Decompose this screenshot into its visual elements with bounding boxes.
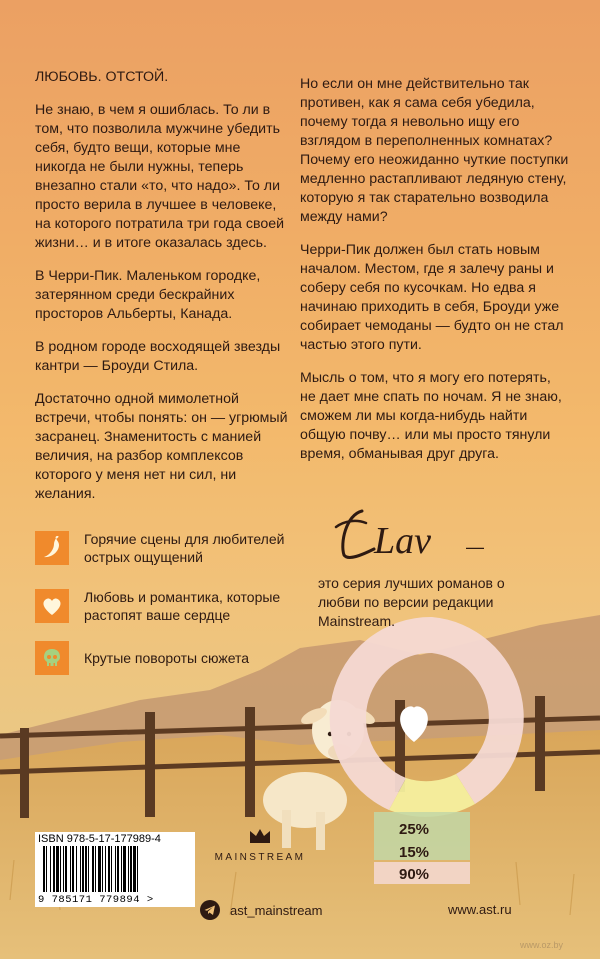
watermark: www.oz.by: [520, 940, 564, 950]
lav-dash: —: [466, 537, 484, 557]
barcode-bar: [137, 846, 138, 892]
barcode-bar: [88, 846, 89, 892]
social-link[interactable]: [200, 900, 322, 920]
barcode-bar: [60, 846, 61, 892]
feature-plot-twists: [35, 641, 334, 675]
crown-icon: [248, 827, 272, 845]
paragraph: Не знаю, в чем я ошиблась. То ли в том, что позволила мужчине убедить себя, будто вещи, которые мне никогда не были нужны, теперь внезапно стали «то, что надо». То ли просто верила в лучшее в человеке, на которого потратила три года своей жизни… и в итоге оказалась здесь.: [35, 102, 285, 251]
barcode-bar: [43, 846, 45, 892]
stat-green: 15%: [399, 844, 430, 861]
barcode-bar: [46, 846, 47, 892]
barcode-bar: [108, 846, 110, 892]
chili-pepper-icon: [35, 531, 69, 565]
description-right-column: [300, 75, 570, 478]
isbn-label: ISBN 978-5-17-177989-4: [38, 833, 161, 845]
skull-icon: [35, 641, 69, 675]
barcode-bar: [80, 846, 81, 892]
isbn-barcode: [35, 832, 195, 907]
series-description: это серия лучших романов о любви по версии редакции Mainstream.: [318, 575, 505, 629]
barcode-bar: [85, 846, 87, 892]
barcode-bar: [82, 846, 84, 892]
barcode-bar: [130, 846, 132, 892]
barcode-bar: [123, 846, 126, 892]
feature-label: Любовь и романтика, которые растопят ваше сердце: [84, 589, 281, 623]
barcode-bar: [63, 846, 64, 892]
paragraph: В родном городе восходящей звезды кантри — Броуди Стила.: [35, 339, 281, 374]
barcode-bar: [121, 846, 122, 892]
feature-label: Крутые повороты сюжета: [84, 650, 250, 666]
publisher-logo: [200, 827, 320, 863]
lav-logo-text: Lav: [374, 520, 431, 562]
barcode-bar: [92, 846, 94, 892]
stat-yellow: 25%: [399, 821, 430, 838]
paragraph: Мысль о том, что я могу его потерять, не дает мне спать по ночам. Я не знаю, сможем ли мы когда-нибудь найти общую почву… или мы просто тянули время, обманывая друг друга.: [300, 370, 562, 462]
headline: ЛЮБОВЬ. ОТСТОЙ.: [35, 69, 169, 85]
social-handle: ast_mainstream: [230, 902, 323, 918]
barcode-bar: [117, 846, 119, 892]
barcode-bar: [105, 846, 106, 892]
isbn-digits: 9 785171 779894 >: [38, 894, 154, 906]
barcode-bar: [70, 846, 71, 892]
barcode-graphic: [41, 846, 189, 892]
paragraph: Черри-Пик должен был стать новым началом. Местом, где я залечу раны и соберу себя по кусочкам. Но едва я начинаю приходить в себя, Броуди уже собирает чемоданы — будто он не стал частью этого пути.: [300, 242, 564, 353]
telegram-icon: [200, 900, 220, 920]
barcode-bar: [98, 846, 101, 892]
description-left-column: [35, 68, 290, 518]
publisher-website[interactable]: www.ast.ru: [448, 902, 512, 917]
barcode-bar: [115, 846, 116, 892]
paragraph: В Черри-Пик. Маленьком городке, затерянном среди бескрайних просторов Альберты, Канада.: [35, 268, 261, 322]
barcode-bar: [72, 846, 74, 892]
barcode-bar: [50, 846, 51, 892]
heart-icon: [35, 589, 69, 623]
barcode-bar: [133, 846, 136, 892]
publisher-name: MAINSTREAM: [214, 852, 306, 863]
barcode-bar: [111, 846, 112, 892]
barcode-bar: [56, 846, 59, 892]
barcode-bar: [95, 846, 96, 892]
feature-label: Горячие сцены для любителей острых ощущений: [84, 531, 285, 565]
paragraph: Но если он мне действительно так противен, как я сама себя убедила, почему тогда я невольно ищу его взглядом в переполненных комнатах? Почему его неожиданно чуткие поступки медленно растапливают ледяную стену, которую я так старательно возводила между нами?: [300, 76, 569, 225]
barcode-bar: [128, 846, 129, 892]
stat-pink: 90%: [399, 866, 430, 883]
feature-romance: [35, 588, 334, 624]
lav-logo: [330, 505, 460, 570]
barcode-bar: [53, 846, 55, 892]
barcode-bar: [76, 846, 77, 892]
barcode-bar: [65, 846, 67, 892]
paragraph: Достаточно одной мимолетной встречи, чтобы понять: он — угрюмый засранец. Знаменитость с манией величия, на разбор комплексов которого у меня нет ни сил, ни желания.: [35, 391, 288, 502]
barcode-bar: [102, 846, 103, 892]
feature-spicy: [35, 530, 334, 566]
